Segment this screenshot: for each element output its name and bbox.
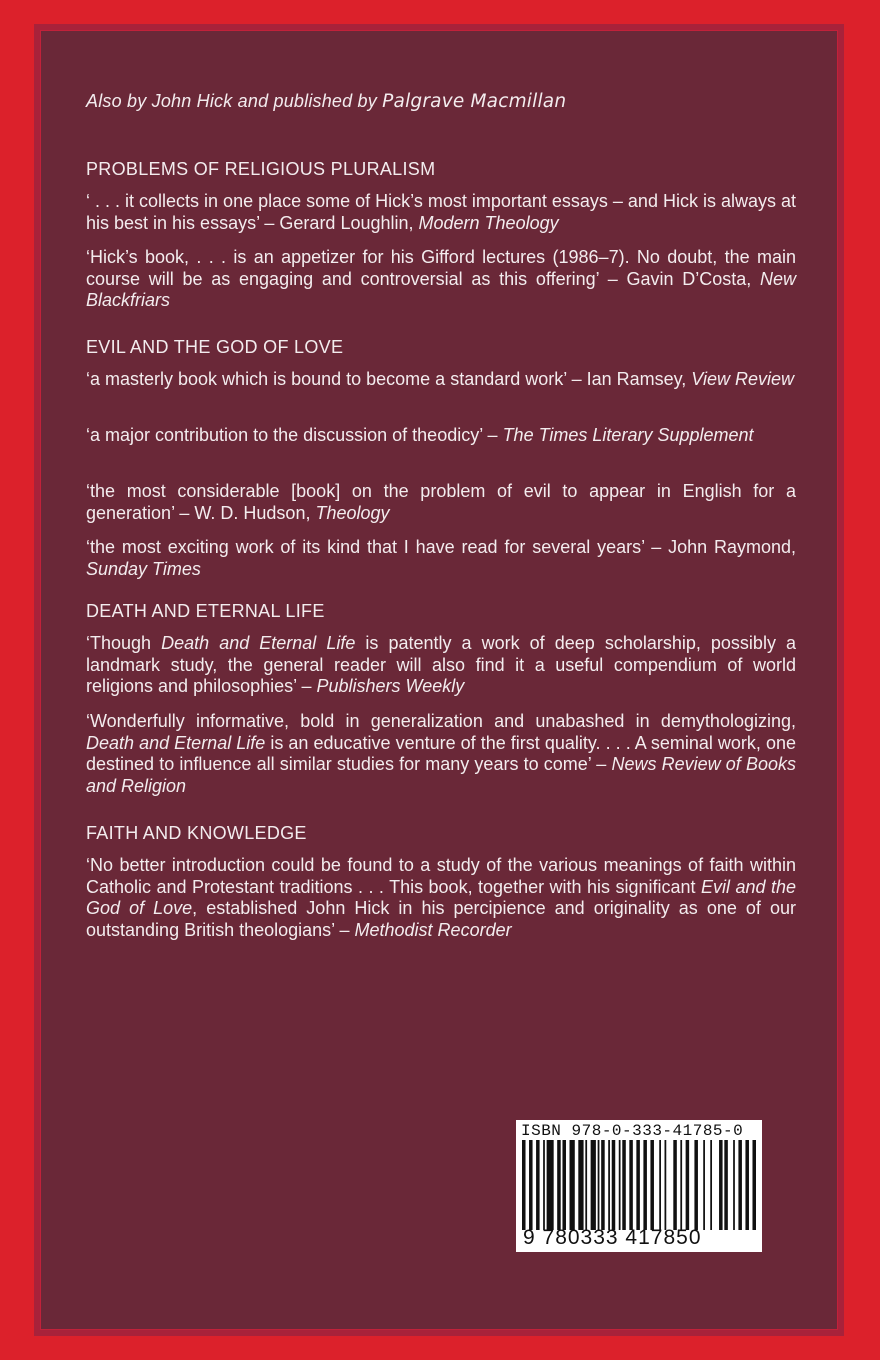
intro-line — [86, 91, 796, 112]
quote-text: , established John Hick in his percipience and originality as one of our outstanding British theologians’ – — [86, 898, 796, 940]
barcode-bar — [629, 1140, 633, 1230]
quote-source: Theology — [315, 502, 390, 523]
quote-source: Sunday Times — [86, 558, 201, 579]
barcode-bar — [536, 1140, 540, 1230]
barcode-bar — [733, 1140, 735, 1230]
review-quote — [86, 633, 796, 698]
quote-text: ‘a major contribution to the discussion of theodicy’ – — [86, 425, 503, 445]
barcode-bar — [724, 1140, 728, 1230]
barcode-bar — [570, 1140, 575, 1230]
quote-text: ‘ . . . it collects in one place some of Hick’s most important essays – and Hick is always at his best in his essays’ – Gerard Loughlin, — [86, 191, 796, 233]
barcode-bar — [694, 1140, 698, 1230]
barcode-bar — [680, 1140, 682, 1230]
review-quote — [86, 481, 796, 524]
quote-text: is an educative venture of the first quality. . . . A seminal work, one destined to influence all similar studies for many years to come’ – — [86, 732, 796, 774]
quote-pre: ‘Though — [86, 633, 162, 653]
quote-pre: ‘Wonderfully informative, bold in generalization and unabashed in demythologizing, — [86, 711, 796, 731]
barcode-bar — [686, 1140, 690, 1230]
book-title: EVIL AND THE GOD OF LOVE — [86, 337, 344, 357]
ean-number: 9 780333 417850 — [523, 1226, 702, 1249]
quote-text: ‘a masterly book which is bound to become a standard work’ – Ian Ramsey, — [86, 369, 692, 389]
barcode-bar — [612, 1140, 616, 1230]
review-quote — [86, 855, 796, 941]
intro-prefix: Also by John Hick and published by — [86, 91, 383, 111]
quote-pre: ‘No better introduction could be found to a study of the various meanings of faith within Catholic and Protestant traditions . . . This book, together with his significant — [86, 855, 796, 897]
barcode-bar — [608, 1140, 610, 1230]
barcode-bar — [643, 1140, 647, 1230]
isbn-barcode — [516, 1120, 762, 1252]
quote-source: Methodist Recorder — [354, 919, 512, 940]
review-quote — [86, 247, 796, 312]
barcode-bar — [745, 1140, 749, 1230]
barcode-bar — [622, 1140, 626, 1230]
barcode-bar — [710, 1140, 712, 1230]
review-quote — [86, 711, 796, 797]
quote-book-title: Death and Eternal Life — [86, 732, 266, 753]
quote-source: Modern Theology — [418, 212, 559, 233]
barcode-bar — [601, 1140, 605, 1230]
review-quote — [86, 537, 796, 580]
barcode-bar — [522, 1140, 526, 1230]
barcode-bar — [703, 1140, 705, 1230]
publisher-name: Palgrave Macmillan — [382, 91, 567, 112]
quote-book-title: Death and Eternal Life — [161, 633, 356, 653]
barcode-bars — [522, 1140, 756, 1230]
barcode-bar — [562, 1140, 566, 1230]
quote-text: is patently a work of deep scholarship, possibly a landmark study, the general reader will also find it a useful compendium of world religions and philosophies’ – — [86, 633, 796, 696]
quote-source: New Blackfriars — [86, 268, 796, 310]
book-title: FAITH AND KNOWLEDGE — [86, 823, 307, 843]
review-quote — [86, 425, 796, 447]
quote-text: ‘the most considerable [book] on the problem of evil to appear in English for a generation’ – W. D. Hudson, — [86, 481, 796, 523]
review-quote — [86, 191, 796, 234]
quote-book-title: Evil and the God of Love — [86, 876, 796, 918]
barcode-bar — [598, 1140, 600, 1230]
barcode-bar — [636, 1140, 640, 1230]
barcode-bar — [547, 1140, 554, 1230]
quote-text: ‘the most exciting work of its kind that I have read for several years’ – John Raymond, — [86, 537, 796, 557]
barcode-bar — [665, 1140, 667, 1230]
quote-text: ‘Hick’s book, . . . is an appetizer for his Gifford lectures (1986–7). No doubt, the main course will be as engaging and controversial as this offering’ – Gavin D’Costa, — [86, 247, 796, 289]
barcode-bar — [557, 1140, 561, 1230]
barcode-bar — [650, 1140, 654, 1230]
review-quote — [86, 369, 796, 391]
barcode-bar — [719, 1140, 723, 1230]
quote-source: View Review — [691, 369, 795, 389]
barcode-bar — [659, 1140, 661, 1230]
barcode-bar — [738, 1140, 742, 1230]
barcode-bar — [543, 1140, 545, 1230]
quote-source: News Review of Books and Religion — [86, 754, 796, 796]
barcode-bar — [529, 1140, 533, 1230]
isbn-number: ISBN 978-0-333-41785-0 — [521, 1122, 744, 1140]
barcode-bar — [585, 1140, 587, 1230]
barcode-bar — [578, 1140, 583, 1230]
barcode-bar — [673, 1140, 677, 1230]
barcode-bar — [591, 1140, 596, 1230]
book-title: DEATH AND ETERNAL LIFE — [86, 601, 325, 621]
cover-panel — [40, 30, 838, 1330]
quote-source: The Times Literary Supplement — [502, 425, 754, 445]
barcode-bar — [619, 1140, 621, 1230]
quote-source: Publishers Weekly — [316, 676, 465, 696]
book-title: PROBLEMS OF RELIGIOUS PLURALISM — [86, 159, 436, 179]
barcode-bar — [752, 1140, 756, 1230]
